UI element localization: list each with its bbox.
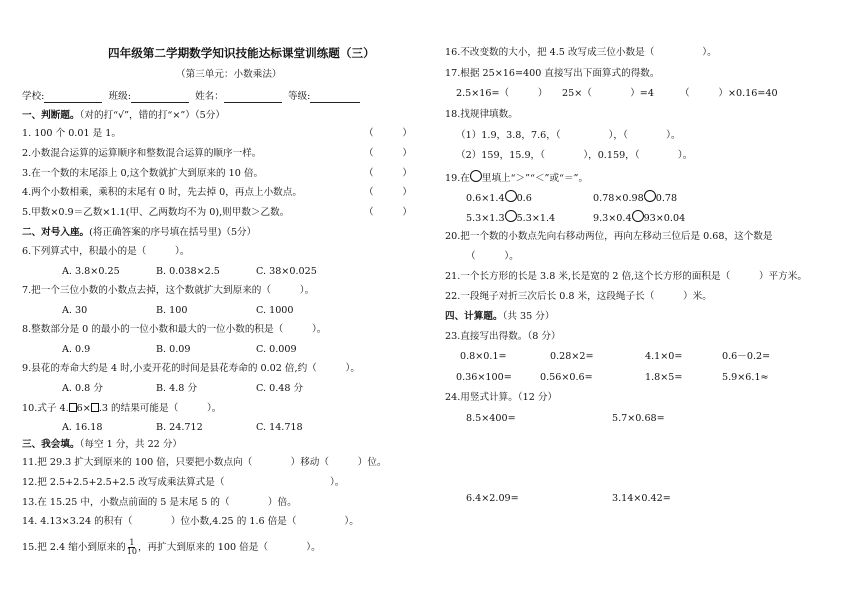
q7-option-b[interactable]: B. 100 <box>156 305 188 316</box>
fraction-one-tenth: $\frac{1}{10}$ <box>126 538 137 556</box>
q18-part-1: （1）1.9，3.8，7.6，（ ），（ ）。 <box>456 130 681 141</box>
grade-label: 等级: <box>287 91 311 102</box>
q9-option-b[interactable]: B. 4.8 分 <box>156 383 198 394</box>
judge-answer-2[interactable]: （ ） <box>364 148 412 159</box>
calc-1-3: 4.1×0= <box>645 351 683 362</box>
section-fill-heading: 三、我会填。（每空 1 分，共 22 分） <box>22 439 183 450</box>
judge-item-4: 4.两个小数相乘，乘积的末尾有 0 时，先去掉 0，再点上小数点。 <box>22 187 302 198</box>
question-18: 18.找规律填数。 <box>445 109 518 120</box>
question-8: 8.整数部分是 0 的最小的一位小数和最大的一位小数的积是（ ）。 <box>22 324 327 335</box>
name-label: 姓名： <box>195 91 224 102</box>
calc-2-1: 0.36×100= <box>456 372 512 383</box>
q10-option-c[interactable]: C. 14.718 <box>256 422 303 433</box>
q17-part-c: （ ）×0.16=40 <box>680 88 778 99</box>
compare-1: 0.6×1.4 0.6 <box>466 190 532 205</box>
digit-box-2 <box>91 403 99 412</box>
question-6: 6.下列算式中，积最小的是（ ）。 <box>22 246 190 257</box>
q7-option-a[interactable]: A. 30 <box>62 305 88 316</box>
judge-answer-5[interactable]: （ ） <box>364 207 412 218</box>
class-field[interactable] <box>131 92 189 103</box>
q17-part-b: 25×（ ）=4 <box>562 88 654 99</box>
calc-2-4: 5.9×6.1≈ <box>722 372 769 383</box>
school-label: 学校: <box>22 91 45 102</box>
question-15: 15.把 2.4 缩小到原来的 $\frac{1}{10}$ ，再扩大到原来的 100 倍是（ ）。 <box>22 538 321 556</box>
judge-answer-1[interactable]: （ ） <box>364 128 412 139</box>
judge-item-1: 1. 100 个 0.01 是 1。 <box>22 128 121 139</box>
name-field[interactable] <box>224 92 282 103</box>
q6-option-b[interactable]: B. 0.038×2.5 <box>156 266 220 277</box>
circle-symbol <box>470 170 482 182</box>
compare-circle-1[interactable] <box>505 190 517 202</box>
class-label: 班级: <box>108 91 131 102</box>
compare-2: 0.78×0.98 0.78 <box>593 190 677 205</box>
judge-answer-3[interactable]: （ ） <box>364 168 412 179</box>
question-14: 14. 4.13×3.24 的积有（ ）位小数,4.25 的 1.6 倍是（ ）。 <box>22 516 359 527</box>
calc-1-4: 0.6－0.2= <box>722 351 771 362</box>
info-line <box>22 91 360 103</box>
digit-box-1 <box>69 403 77 412</box>
question-7: 7.把一个三位小数的小数点去掉，这个数就扩大到原来的（ ）。 <box>22 285 315 296</box>
q6-option-c[interactable]: C. 38×0.025 <box>256 266 317 277</box>
question-12: 12.把 2.5+2.5+2.5+2.5 改写成乘法算式是（ ）。 <box>22 477 345 488</box>
compare-3: 5.3×1.3 5.3×1.4 <box>466 210 555 225</box>
q8-option-a[interactable]: A. 0.9 <box>62 344 91 355</box>
q9-option-c[interactable]: C. 0.48 分 <box>256 383 304 394</box>
calc-2-2: 0.56×0.6= <box>540 372 593 383</box>
q10-option-b[interactable]: B. 24.712 <box>156 422 203 433</box>
vertical-calc-3: 6.4×2.09= <box>466 493 519 504</box>
compare-circle-3[interactable] <box>505 210 517 222</box>
vertical-calc-2: 5.7×0.68= <box>612 413 665 424</box>
q9-option-a[interactable]: A. 0.8 分 <box>62 383 103 394</box>
calc-1-2: 0.28×2= <box>550 351 594 362</box>
q17-part-a: 2.5×16=（ ） <box>456 88 548 99</box>
section-choice-heading: 二、对号入座。(将正确答案的序号填在括号里)（5分） <box>22 227 257 238</box>
q18-part-2: （2）159，15.9，（ ），0.159，（ ）。 <box>456 150 693 161</box>
q7-option-c[interactable]: C. 1000 <box>256 305 294 316</box>
q8-option-b[interactable]: B. 0.09 <box>156 344 191 355</box>
school-field[interactable] <box>44 92 102 103</box>
question-9: 9.县花的寿命大约是 4 时,小麦开花的时间是县花寿命的 0.02 倍,约（ ）。 <box>22 363 360 374</box>
judge-item-3: 3.在一个数的末尾添上 0,这个数就扩大到原来的 10 倍。 <box>22 168 264 179</box>
question-24: 24.用竖式计算。（12 分） <box>445 392 558 403</box>
question-23: 23.直接写出得数。（8 分） <box>445 331 561 342</box>
question-11: 11.把 29.3 扩大到原来的 100 倍，只要把小数点向（ ）移动（ ）位。 <box>22 457 387 468</box>
grade-field[interactable] <box>310 92 360 103</box>
question-16: 16.不改变数的大小，把 4.5 改写成三位小数是（ ）。 <box>445 47 717 58</box>
question-22: 22.一段绳子对折三次后长 0.8 米，这段绳子长（ ）米。 <box>445 291 712 302</box>
judge-item-5: 5.甲数×0.9＝乙数×1.1(甲、乙两数均不为 0),则甲数＞乙数。 <box>22 207 290 218</box>
q20-answer[interactable]: （ ）。 <box>466 251 519 262</box>
compare-circle-4[interactable] <box>632 210 644 222</box>
judge-answer-4[interactable]: （ ） <box>364 187 412 198</box>
judge-item-2: 2.小数混合运算的运算顺序和整数混合运算的顺序一样。 <box>22 148 262 159</box>
calc-1-1: 0.8×0.1= <box>460 351 507 362</box>
page-subtitle: （第三单元：小数乘法） <box>176 69 282 80</box>
q10-option-a[interactable]: A. 16.18 <box>62 422 103 433</box>
section-judge-heading: 一、判断题。（对的打“√”，错的打“×”）（5分） <box>22 110 225 121</box>
question-10: 10.式子 4. 6× .3 的结果可能是（ ）。 <box>22 403 222 414</box>
question-20: 20.把一个数的小数点先向右移动两位，再向左移动三位后是 0.68，这个数是 <box>445 231 773 242</box>
vertical-calc-1: 8.5×400= <box>466 413 516 424</box>
q8-option-c[interactable]: C. 0.009 <box>256 344 297 355</box>
compare-circle-2[interactable] <box>644 190 656 202</box>
vertical-calc-4: 3.14×0.42= <box>612 493 671 504</box>
compare-4: 9.3×0.4 93×0.04 <box>593 210 685 225</box>
question-21: 21.一个长方形的长是 3.8 米,长是宽的 2 倍,这个长方形的面积是（ ）平方米。 <box>445 271 807 282</box>
q6-option-a[interactable]: A. 3.8×0.25 <box>62 266 120 277</box>
page-title: 四年级第二学期数学知识技能达标课堂训练题（三） <box>108 46 375 60</box>
section-calc-heading: 四、计算题。（共 35 分） <box>445 311 555 322</box>
question-19: 19.在 里填上“＞”“＜”或“＝”。 <box>445 170 588 185</box>
question-13: 13.在 15.25 中，小数点前面的 5 是末尾 5 的（ ）倍。 <box>22 497 297 508</box>
question-17: 17.根据 25×16=400 直接写出下面算式的得数。 <box>445 68 660 79</box>
calc-2-3: 1.8×5= <box>645 372 683 383</box>
